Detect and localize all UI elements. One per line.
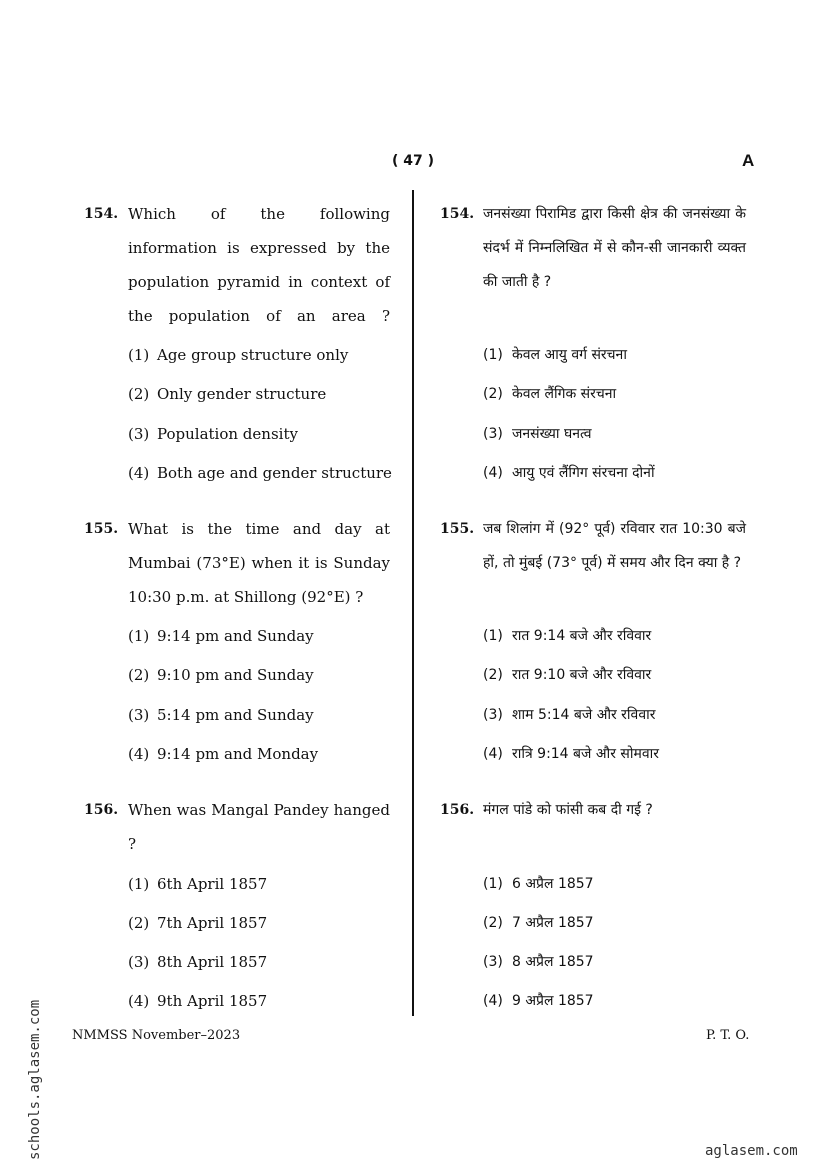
option: (3) जनसंख्या घनत्व — [483, 426, 592, 442]
bottom-right-watermark: aglasem.com — [705, 1143, 798, 1159]
option: (1) रात 9:14 बजे और रविवार — [483, 628, 652, 644]
question-text: What is the time and day at Mumbai (73°E) when it is Sunday 10:30 p.m. at Shillong (92°E) ? — [128, 520, 390, 606]
question-number: 156. — [440, 802, 475, 818]
option: (2) 7th April 1857 — [128, 914, 268, 932]
option: (2) 7 अप्रैल 1857 — [483, 915, 594, 931]
question-number: 155. — [84, 521, 119, 537]
page-number: ( 47 ) — [391, 153, 435, 169]
option: (2) रात 9:10 बजे और रविवार — [483, 667, 652, 683]
option: (4) Both age and gender structure — [128, 464, 392, 482]
question-text: Which of the following information is expressed by the population pyramid in context of the population of an area ? — [128, 205, 390, 325]
option: (1) 6 अप्रैल 1857 — [483, 876, 594, 892]
option: (4) 9 अप्रैल 1857 — [483, 993, 594, 1009]
pto-footer: P. T. O. — [706, 1028, 750, 1043]
option: (4) 9:14 pm and Monday — [128, 745, 319, 763]
option: (1) 6th April 1857 — [128, 875, 268, 893]
column-divider — [412, 190, 414, 1016]
question-text: When was Mangal Pandey hanged ? — [128, 801, 390, 853]
question-number: 156. — [84, 802, 119, 818]
option: (1) Age group structure only — [128, 346, 349, 364]
exam-name-footer: NMMSS November–2023 — [72, 1028, 241, 1043]
option: (3) 8 अप्रैल 1857 — [483, 954, 594, 970]
option: (2) केवल लैंगिक संरचना — [483, 386, 617, 402]
question-number: 154. — [440, 206, 475, 222]
option: (4) आयु एवं लैंगिग संरचना दोनों — [483, 465, 655, 481]
question-number: 154. — [84, 206, 119, 222]
option: (4) 9th April 1857 — [128, 992, 268, 1010]
option: (3) शाम 5:14 बजे और रविवार — [483, 707, 656, 723]
option: (4) रात्रि 9:14 बजे और सोमवार — [483, 746, 659, 762]
question-text: मंगल पांडे को फांसी कब दी गई ? — [483, 802, 653, 818]
option: (3) 8th April 1857 — [128, 953, 268, 971]
side-watermark: schools.aglasem.com — [27, 999, 43, 1160]
option: (1) 9:14 pm and Sunday — [128, 627, 314, 645]
option: (2) Only gender structure — [128, 385, 327, 403]
question-text: जनसंख्या पिरामिड द्वारा किसी क्षेत्र की जनसंख्या के संदर्भ में निम्नलिखित में से कौन-सी जानकारी व्यक्त की जाती है ? — [483, 206, 746, 290]
option: (2) 9:10 pm and Sunday — [128, 666, 314, 684]
set-code: A — [742, 151, 755, 170]
question-number: 155. — [440, 521, 475, 537]
option: (3) Population density — [128, 425, 298, 443]
option: (1) केवल आयु वर्ग संरचना — [483, 347, 627, 363]
question-text: जब शिलांग में (92° पूर्व) रविवार रात 10:30 बजे हों, तो मुंबई (73° पूर्व) में समय और दिन क्या है ? — [483, 521, 746, 571]
option: (3) 5:14 pm and Sunday — [128, 706, 314, 724]
